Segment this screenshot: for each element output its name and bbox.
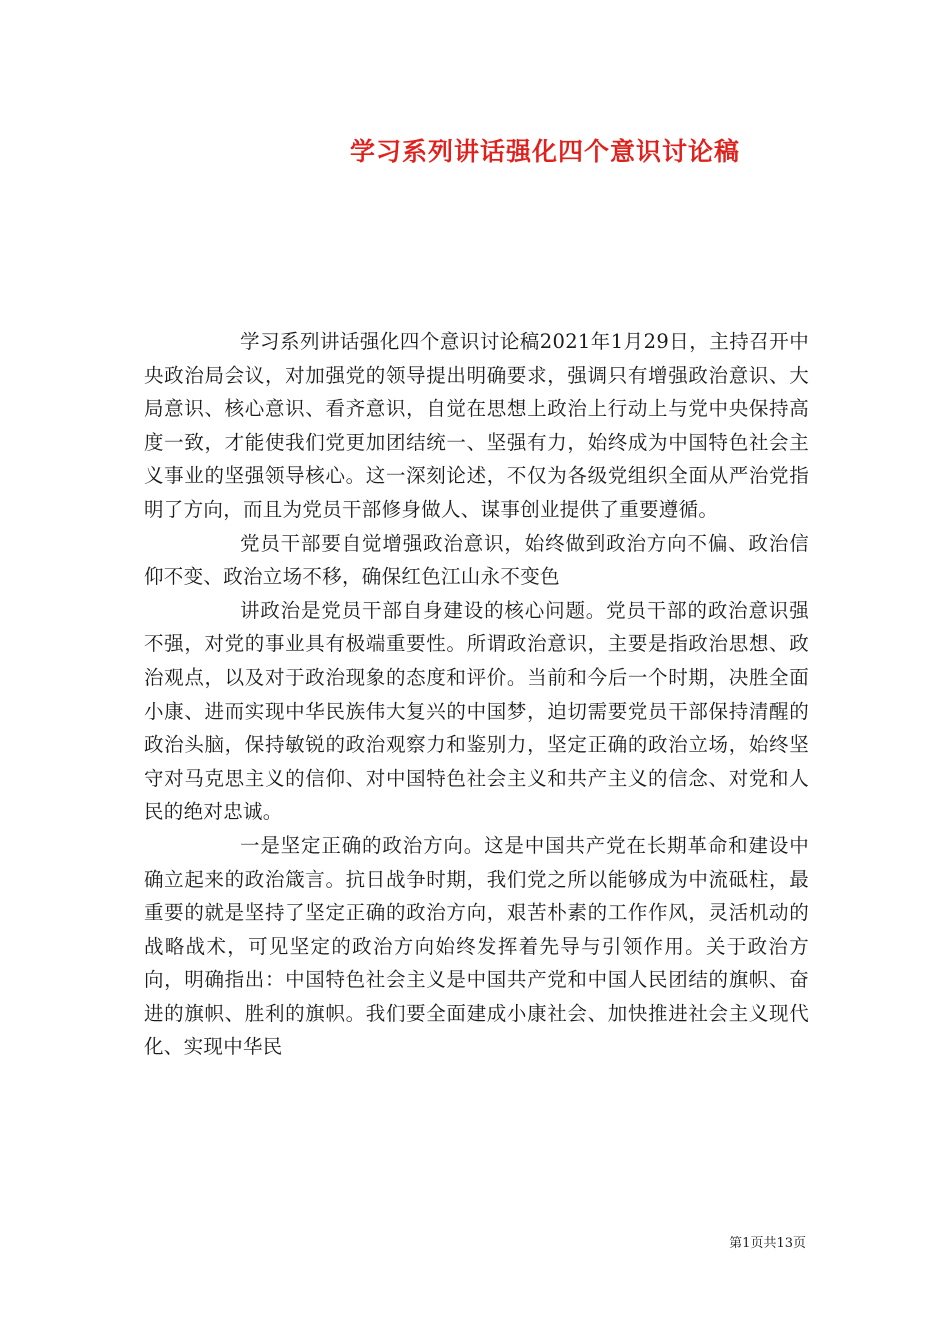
page-number: 第1页共13页 xyxy=(729,1236,806,1251)
paragraph-political-core: 讲政治是党员干部自身建设的核心问题。党员干部的政治意识强不强，对党的事业具有极端重要性。所谓政治意识，主要是指政治思想、政治观点，以及对于政治现象的态度和评价。当前和今后一个时期，决胜全面小康、进而实现中华民族伟大复兴的中国梦，迫切需要党员干部保持清醒的政治头脑，保持敏锐的政治观察力和鉴别力，坚定正确的政治立场，始终坚守对马克思主义的信仰、对中国特色社会主义和共产主义的信念、对党和人民的绝对忠诚。 xyxy=(144,598,809,824)
paragraph-intro: 学习系列讲话强化四个意识讨论稿2021年1月29日，主持召开中央政治局会议，对加强党的领导提出明确要求，强调只有增强政治意识、大局意识、核心意识、看齐意识，自觉在思想上政治上行动上与党中央保持高度一致，才能使我们党更加团结统一、坚强有力，始终成为中国特色社会主义事业的坚强领导核心。这一深刻论述，不仅为各级党组织全面从严治党指明了方向，而且为党员干部修身做人、谋事创业提供了重要遵循。 xyxy=(144,330,809,521)
paragraph-political-direction: 一是坚定正确的政治方向。这是中国共产党在长期革命和建设中确立起来的政治箴言。抗日战争时期，我们党之所以能够成为中流砥柱，最重要的就是坚持了坚定正确的政治方向，艰苦朴素的工作作风，灵活机动的战略战术，可见坚定的政治方向始终发挥着先导与引领作用。关于政治方向，明确指出：中国特色社会主义是中国共产党和中国人民团结的旗帜、奋进的旗帜、胜利的旗帜。我们要全面建成小康社会、加快推进社会主义现代化、实现中华民 xyxy=(144,833,809,1059)
paragraph-heading-political-awareness: 党员干部要自觉增强政治意识，始终做到政治方向不偏、政治信仰不变、政治立场不移，确保红色江山永不变色 xyxy=(144,531,809,589)
document-title: 学习系列讲话强化四个意识讨论稿 xyxy=(349,137,740,166)
document-body xyxy=(144,325,809,1064)
